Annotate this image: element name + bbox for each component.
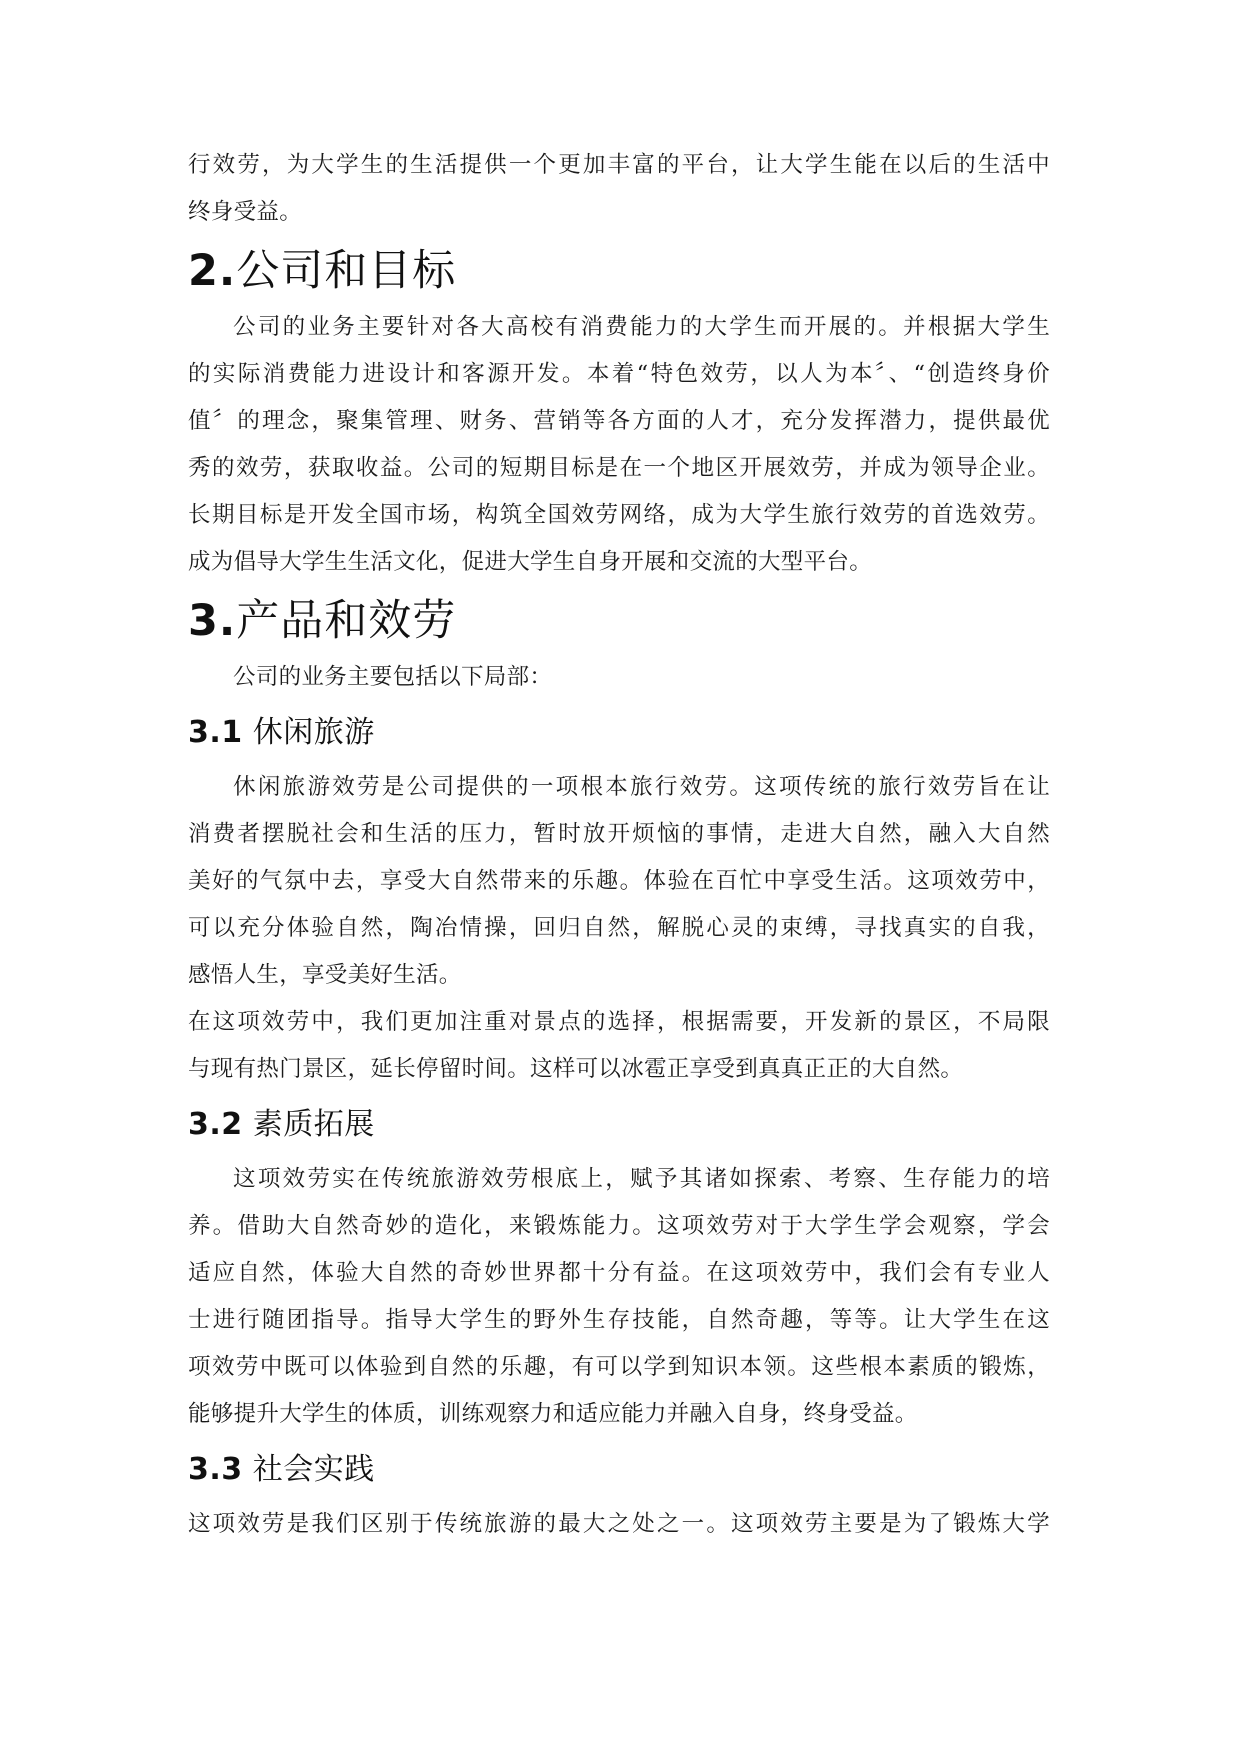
section-3-1-paragraph-2 [188, 999, 1050, 1093]
subsection-heading-3-1 [188, 704, 1050, 762]
subsection-title: 社会实践 [252, 1452, 375, 1487]
intro-paragraph [188, 142, 1050, 236]
paragraph-line: 养。借助大自然奇妙的造化，来锻炼能力。这项效劳对于大学生学会观察，学会 [188, 1213, 1050, 1239]
section-heading-2 [188, 238, 1050, 304]
paragraph-line: 感悟人生，享受美好生活。 [188, 962, 462, 988]
section-3-2-paragraph [188, 1156, 1050, 1438]
paragraph-line: 能够提升大学生的体质，训练观察力和适应能力并融入自身，终身受益。 [188, 1401, 918, 1427]
subsection-heading-3-2 [188, 1096, 1050, 1154]
section-3-1-paragraph [188, 764, 1050, 999]
paragraph-line: 成为倡导大学生生活文化，促进大学生自身开展和交流的大型平台。 [188, 549, 873, 575]
subsection-number: 3.2 [188, 1107, 243, 1142]
subsection-heading-3-3 [188, 1441, 1050, 1499]
paragraph-line: 值〞的理念，聚集管理、财务、营销等各方面的人才，充分发挥潜力，提供最优 [188, 408, 1050, 434]
paragraph-line: 在这项效劳中，我们更加注重对景点的选择，根据需要，开发新的景区，不局限 [188, 1009, 1050, 1035]
paragraph-line: 士进行随团指导。指导大学生的野外生存技能，自然奇趣，等等。让大学生在这 [188, 1307, 1050, 1333]
paragraph-line: 休闲旅游效劳是公司提供的一项根本旅行效劳。这项传统的旅行效劳旨在让 [233, 774, 1050, 800]
section-number: 2. [188, 246, 237, 296]
section-2-paragraph [188, 304, 1050, 586]
paragraph-line: 的实际消费能力进设计和客源开发。本着“特色效劳，以人为本〞、“创造终身价 [188, 361, 1050, 387]
paragraph-line: 美好的气氛中去，享受大自然带来的乐趣。体验在百忙中享受生活。这项效劳中， [188, 868, 1050, 894]
subsection-number: 3.1 [188, 715, 243, 750]
section-3-3-paragraph [188, 1501, 1050, 1548]
paragraph-line: 与现有热门景区，延长停留时间。这样可以冰雹正享受到真真正正的大自然。 [188, 1056, 964, 1082]
section-title: 产品和效劳 [236, 596, 457, 646]
paragraph-line: 秀的效劳，获取收益。公司的短期目标是在一个地区开展效劳，并成为领导企业。 [188, 455, 1050, 481]
paragraph-line: 行效劳，为大学生的生活提供一个更加丰富的平台，让大学生能在以后的生活中 [188, 152, 1050, 178]
subsection-title: 休闲旅游 [252, 715, 375, 750]
paragraph-line: 终身受益。 [188, 199, 303, 225]
paragraph-line: 这项效劳实在传统旅游效劳根底上，赋予其诸如探索、考察、生存能力的培 [233, 1166, 1050, 1192]
paragraph-line: 可以充分体验自然，陶冶情操，回归自然，解脱心灵的束缚，寻找真实的自我， [188, 915, 1050, 941]
section-heading-3 [188, 588, 1050, 654]
subsection-title: 素质拓展 [252, 1107, 375, 1142]
paragraph-line: 公司的业务主要针对各大高校有消费能力的大学生而开展的。并根据大学生 [233, 314, 1050, 340]
subsection-number: 3.3 [188, 1452, 243, 1487]
paragraph-line: 长期目标是开发全国市场，构筑全国效劳网络，成为大学生旅行效劳的首选效劳。 [188, 502, 1050, 528]
paragraph-line: 项效劳中既可以体验到自然的乐趣，有可以学到知识本领。这些根本素质的锻炼， [188, 1354, 1050, 1380]
section-title: 公司和目标 [236, 246, 457, 296]
paragraph-line: 这项效劳是我们区别于传统旅游的最大之处之一。这项效劳主要是为了锻炼大学 [188, 1511, 1050, 1537]
paragraph-line: 适应自然，体验大自然的奇妙世界都十分有益。在这项效劳中，我们会有专业人 [188, 1260, 1050, 1286]
paragraph-line: 消费者摆脱社会和生活的压力，暂时放开烦恼的事情，走进大自然，融入大自然 [188, 821, 1050, 847]
section-number: 3. [188, 596, 237, 646]
section-3-intro: 公司的业务主要包括以下局部： [233, 664, 553, 690]
document-page [188, 142, 1050, 1548]
